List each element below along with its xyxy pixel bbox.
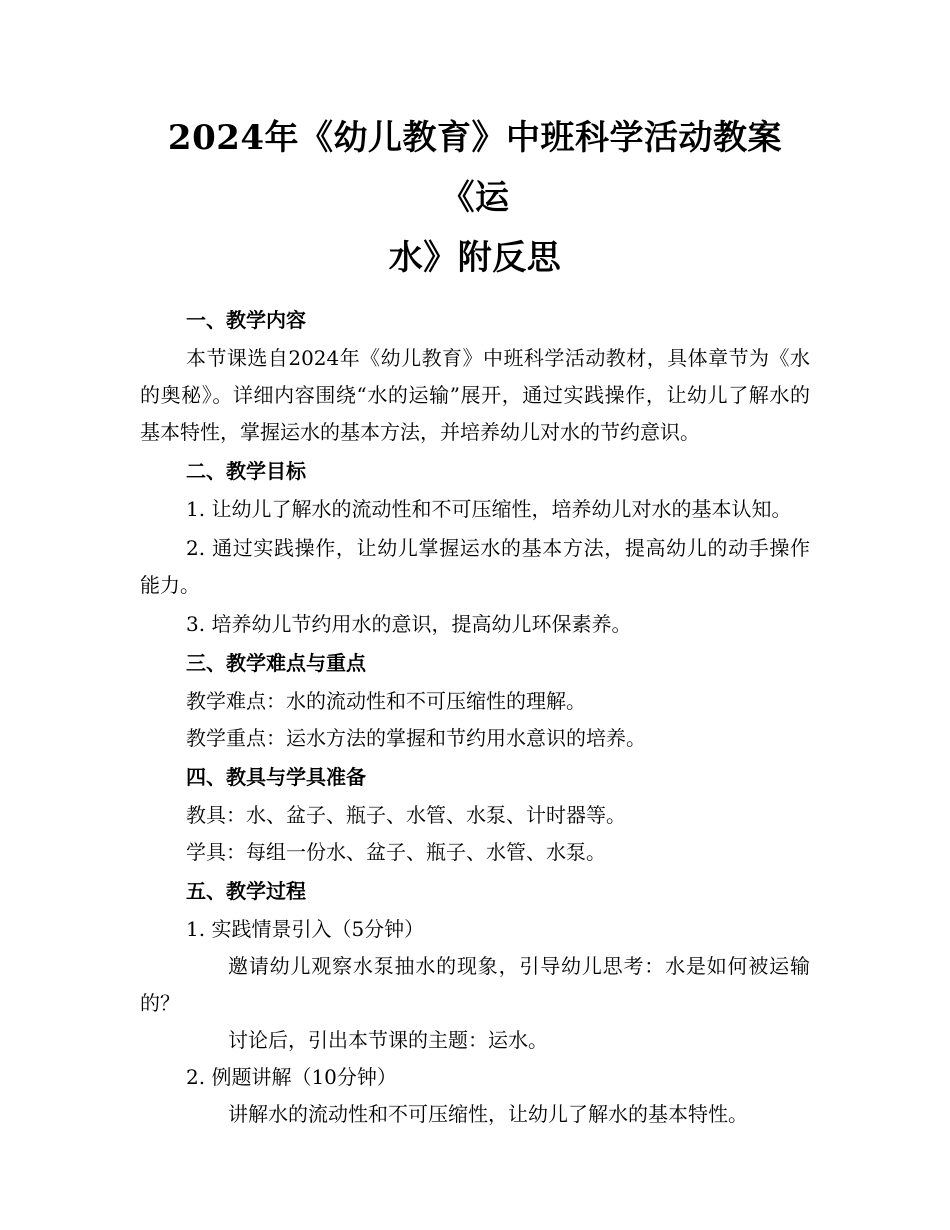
process-step-1-text-2: 讨论后，引出本节课的主题：运水。: [228, 1028, 548, 1052]
section-heading-goals: 二、教学目标: [186, 459, 306, 483]
teacher-materials-text: 教具：水、盆子、瓶子、水管、水泵、计时器等。: [186, 803, 626, 827]
student-materials-text: 学具：每组一份水、盆子、瓶子、水管、水泵。: [186, 840, 606, 864]
section-heading-materials: 四、教具与学具准备: [186, 765, 366, 789]
process-step-2-text-1: 讲解水的流动性和不可压缩性，让幼儿了解水的基本特性。: [228, 1102, 748, 1126]
title-line-1: 2024年《幼儿教育》中班科学活动教案《运: [167, 118, 783, 218]
goal-item-1: 1. 让幼儿了解水的流动性和不可压缩性，培养幼儿对水的基本认知。: [186, 497, 792, 521]
process-step-1: 1. 实践情景引入（5分钟）: [186, 917, 425, 941]
process-step-1-text-1: 邀请幼儿观察水泵抽水的现象，引导幼儿思考：水是如何被运输的？: [140, 954, 810, 1015]
section-heading-content: 一、教学内容: [186, 308, 306, 332]
title-line-2: 水》附反思: [388, 238, 562, 278]
focus-text: 教学重点：运水方法的掌握和节约用水意识的培养。: [186, 726, 646, 750]
goal-item-3: 3. 培养幼儿节约用水的意识，提高幼儿环保素养。: [186, 612, 632, 636]
section-heading-key-points: 三、教学难点与重点: [186, 651, 366, 675]
difficulty-text: 教学难点：水的流动性和不可压缩性的理解。: [186, 689, 586, 713]
goal-item-2: 2. 通过实践操作，让幼儿掌握运水的基本方法，提高幼儿的动手操作能力。: [140, 536, 810, 597]
document-title: [140, 108, 810, 288]
section-heading-process: 五、教学过程: [186, 879, 306, 903]
content-paragraph: 本节课选自2024年《幼儿教育》中班科学活动教材，具体章节为《水的奥秘》。详细内容围绕“水的运输”展开，通过实践操作，让幼儿了解水的基本特性，掌握运水的基本方法，并培养幼儿对水的节约意识。: [140, 346, 810, 444]
process-step-2: 2. 例题讲解（10分钟）: [186, 1065, 397, 1089]
